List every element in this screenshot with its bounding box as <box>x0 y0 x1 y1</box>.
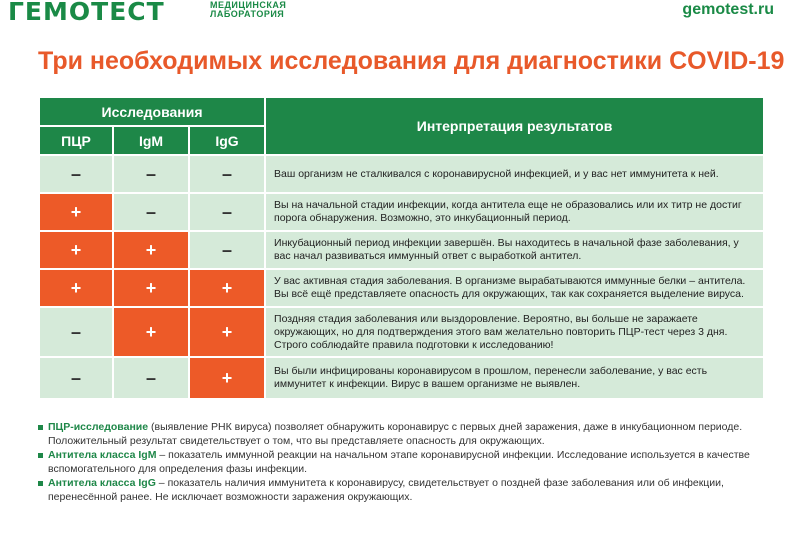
footnote-text: – показатель иммунной реакции на начальном этапе коронавирусной инфекции. Исследование используется в качестве вспомогательного для определения фазы инфекции. <box>48 449 750 475</box>
header <box>0 0 800 26</box>
interpretation-text: Поздняя стадия заболевания или выздоровление. Вероятно, вы больше не заражаете окружающих, но для подтверждения этого вам желательно повторить ПЦР-тест через 3 дня. Строго соблюдайте правила подготовки к исследованию! <box>265 307 764 357</box>
brand-subtitle <box>210 1 286 19</box>
page-title: Три необходимых исследования для диагностики COVID-19 <box>38 47 785 75</box>
igm-result: + <box>113 269 189 307</box>
table-row <box>39 269 764 307</box>
interpretation-text: Ваш организм не сталкивался с коронавирусной инфекцией, и у вас нет иммунитета к ней. <box>265 155 764 193</box>
group-header: Исследования <box>39 97 265 126</box>
brand-logo: ГЕМОТЕСТ <box>8 0 165 26</box>
pcr-result: + <box>39 231 113 269</box>
igm-result: + <box>113 307 189 357</box>
table-row <box>39 357 764 399</box>
column-header-pcr: ПЦР <box>39 126 113 155</box>
column-header-igm: IgM <box>113 126 189 155</box>
interpretation-header: Интерпретация результатов <box>265 97 764 155</box>
interpretation-text: Инкубационный период инфекции завершён. Вы находитесь в начальной фазе заболевания, у вас начал развиваться иммунный ответ с выработкой антител. <box>265 231 764 269</box>
igm-result: + <box>113 231 189 269</box>
interpretation-text: У вас активная стадия заболевания. В организме вырабатываются иммунные белки – антитела. Вы всё ещё представляете опасность для окружающих, так как сохраняется выделение вируса. <box>265 269 764 307</box>
footnote-term: Антитела класса IgM <box>48 449 157 461</box>
interpretation-text: Вы на начальной стадии инфекции, когда антитела еще не образовались или их титр не достиг порога обнаружения. Возможно, это инкубационный период. <box>265 193 764 231</box>
footnotes <box>38 421 768 505</box>
column-header-igg: IgG <box>189 126 265 155</box>
pcr-result: + <box>39 193 113 231</box>
igg-result: – <box>189 155 265 193</box>
pcr-result: – <box>39 357 113 399</box>
table-row <box>39 193 764 231</box>
pcr-result: – <box>39 155 113 193</box>
table-row <box>39 231 764 269</box>
footnote-igg <box>38 477 768 504</box>
table-row <box>39 155 764 193</box>
interpretation-text: Вы были инфицированы коронавирусом в прошлом, перенесли заболевание, у вас есть иммунитет к инфекции. Вирус в вашем организме не выявлен. <box>265 357 764 399</box>
bullet-icon <box>38 425 43 430</box>
igm-result: – <box>113 357 189 399</box>
footnote-term: Антитела класса IgG <box>48 477 156 489</box>
results-table <box>38 96 765 400</box>
pcr-result: – <box>39 307 113 357</box>
igg-result: – <box>189 231 265 269</box>
footnote-pcr <box>38 421 768 448</box>
igm-result: – <box>113 193 189 231</box>
footnote-igm <box>38 449 768 476</box>
pcr-result: + <box>39 269 113 307</box>
site-url: gemotest.ru <box>682 1 774 18</box>
brand-subtitle-line-1: МЕДИЦИНСКАЯ <box>210 0 287 10</box>
igg-result: + <box>189 269 265 307</box>
footnote-text: (выявление РНК вируса) позволяет обнаружить коронавирус с первых дней заражения, даже в инкубационном периоде. Положительный результат свидетельствует о том, что вы представляете опасность для окружающих. <box>48 421 743 447</box>
igg-result: – <box>189 193 265 231</box>
igg-result: + <box>189 357 265 399</box>
table-row <box>39 307 764 357</box>
footnote-term: ПЦР-исследование <box>48 421 149 433</box>
igm-result: – <box>113 155 189 193</box>
igg-result: + <box>189 307 265 357</box>
brand-subtitle-line-2: ЛАБОРАТОРИЯ <box>210 9 285 19</box>
footnote-text: – показатель наличия иммунитета к коронавирусу, свидетельствует о поздней фазе заболевания или об инфекции, перенесённой ранее. Не исключает возможности заражения окружающих. <box>48 477 724 503</box>
bullet-icon <box>38 481 43 486</box>
bullet-icon <box>38 453 43 458</box>
